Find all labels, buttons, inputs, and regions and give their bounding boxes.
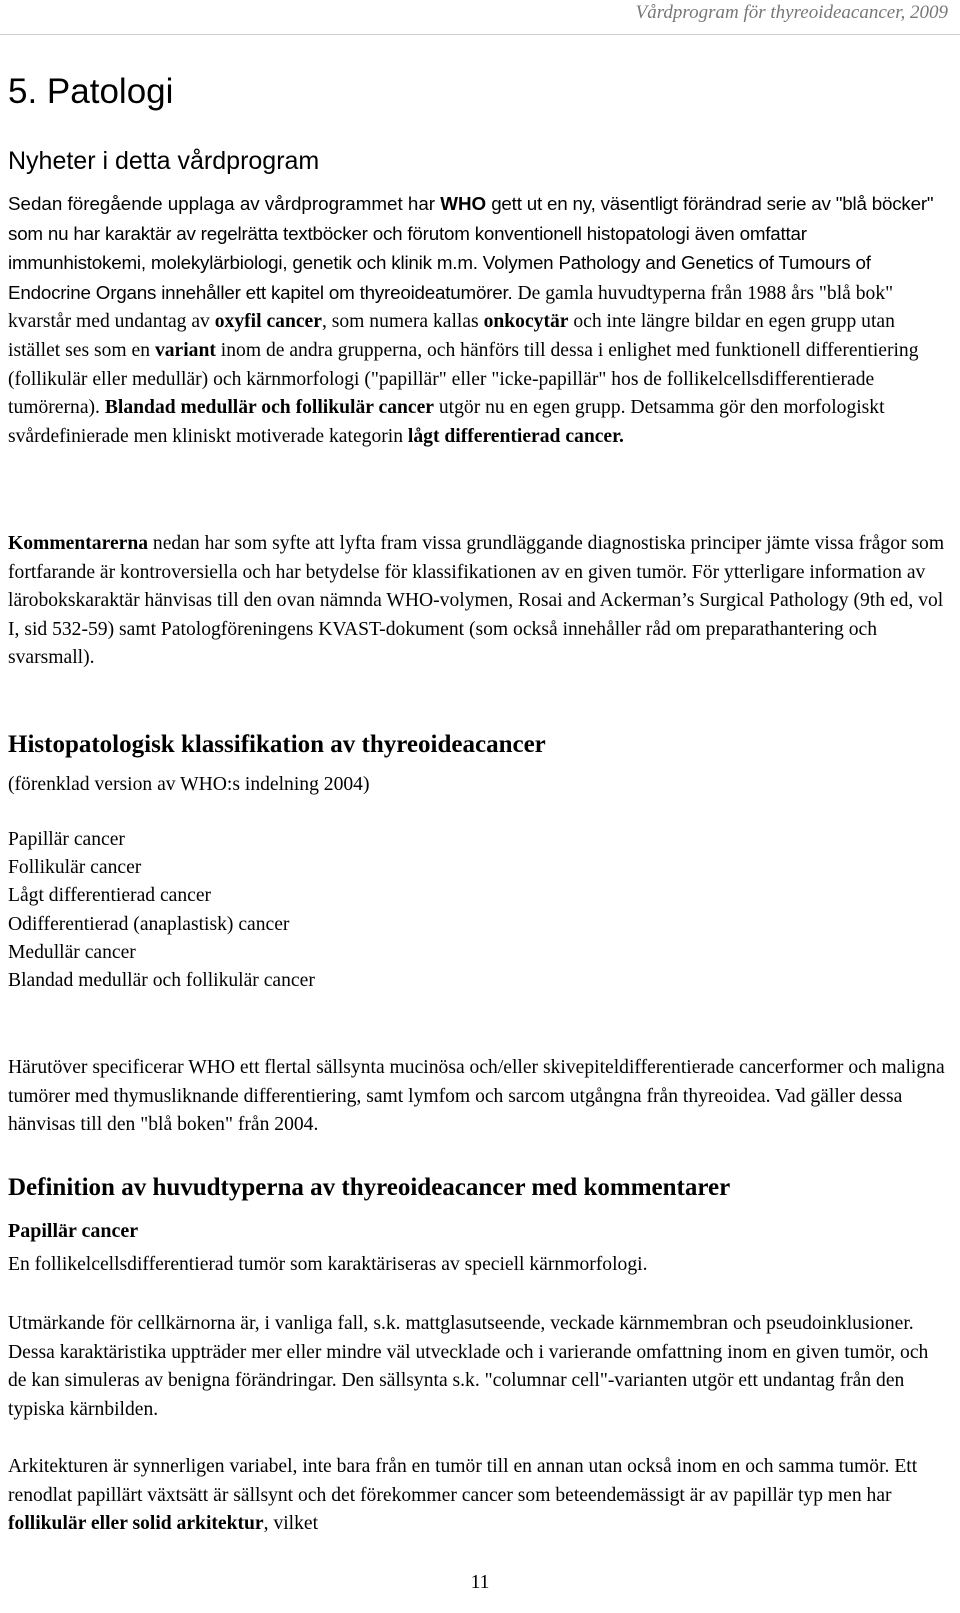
chapter-title: 5. Patologi	[8, 72, 174, 111]
news-paragraph	[8, 190, 948, 451]
news-text-emphasis: WHO	[440, 193, 487, 214]
definitions-text-part: , vilket	[263, 1513, 319, 1535]
comments-paragraph	[8, 530, 948, 673]
comments-text-part: nedan har som syfte att lyfta fram vissa grundläggande diagnostiska principer jämte vissa frågor som fortfarande är kontroversiella och har betydelse för klassifikationen av en given tumör. För ytterligare information av lärobokskaraktär hänvisas till den ovan nämnda WHO-volymen, Rosai and Ackerman’s Surgical Pathology (9th ed, vol I, sid 532-59) samt Patologföreningens KVAST-dokument (som också innehåller råd om preparathantering och svarsmall).	[8, 533, 945, 669]
classification-subtitle: (förenklad version av WHO:s indelning 2004)	[8, 774, 370, 795]
list-item: Odifferentierad (anaplastisk) cancer	[8, 913, 290, 935]
news-text-emphasis: variant	[154, 339, 216, 361]
list-item: Medullär cancer	[8, 941, 136, 963]
definitions-text-part: Arkitekturen är synnerligen variabel, inte bara från en tumör till en annan utan också inom en och samma tumör. Ett renodlat papillärt växtsätt är sällsynt och det förekommer cancer som beteendemässigt är av papillär typ men har	[8, 1456, 918, 1506]
classification-list	[8, 826, 315, 995]
running-header: Vårdprogram för thyreoideacancer, 2009	[635, 2, 948, 23]
news-text-emphasis: lågt differentierad cancer.	[407, 425, 624, 447]
news-text-part: gett ut en ny, väsentligt förändrad serie av "blå böcker" som nu har karaktär av regelrätta textböcker och förutom konventionell histopatologi även omfattar immunhistokemi, molekylärbiologi, genetik och klinik m.m. Volymen Pathology and Genetics of Tumours of Endocrine Organs innehåller ett kapitel om thyreoideatumörer.	[8, 193, 934, 303]
news-text-part: De gamla huvudtyperna från 1988 års "blå bok" kvarstår med undantag av	[8, 282, 894, 333]
definitions-paragraph: Utmärkande för cellkärnorna är, i vanliga fall, s.k. mattglasutseende, veckade kärnmembran och pseudoinklusioner. Dessa karaktäristika uppträder mer eller mindre väl utvecklade och i varierande omfattning inom en given tumör, och de kan simuleras av benigna förändringar. Den sällsynta s.k. "columnar cell"-varianten utgör ett undantag från den typiska kärnbilden.	[8, 1313, 929, 1420]
news-text-part: Sedan föregående upplaga av vårdprogrammet har	[8, 193, 441, 214]
list-item: Papillär cancer	[8, 829, 125, 850]
news-text-emphasis: oxyfil cancer	[214, 311, 322, 333]
definitions-heading: Definition av huvudtyperna av thyreoideacancer med kommentarer	[8, 1174, 731, 1201]
news-heading: Nyheter i detta vårdprogram	[8, 147, 320, 175]
list-item: Blandad medullär och follikulär cancer	[8, 970, 315, 992]
header-divider	[0, 34, 960, 35]
definitions-paragraph: En follikelcellsdifferentierad tumör som karaktäriseras av speciell kärnmorfologi.	[8, 1254, 648, 1275]
classification-heading: Histopatologisk klassifikation av thyreoideacancer	[8, 731, 546, 758]
page-number: 11	[470, 1572, 490, 1593]
news-text-part: inom de andra grupperna, och hänförs till dessa i enlighet med funktionell differentiering (follikulär eller medullär) och kärnmorfologi ("papillär" eller "icke-papillär" hos de follikelcellsdifferentierade tumörerna).	[8, 339, 919, 419]
news-text-part: och inte längre bildar en egen grupp utan istället ses som en	[8, 311, 895, 361]
list-item: Follikulär cancer	[8, 857, 142, 879]
comments-text-emphasis: Kommentarerna	[8, 533, 149, 554]
definitions-subheading: Papillär cancer	[8, 1220, 139, 1242]
classification-note: Härutöver specificerar WHO ett flertal sällsynta mucinösa och/eller skivepiteldifferentierade cancerformer och maligna tumörer med thymusliknande differentiering, samt lymfom och sarcom utgångna från thyreoidea. Vad gäller dessa hänvisas till den "blå boken" från 2004.	[8, 1057, 945, 1136]
news-text-emphasis: onkocytär	[483, 311, 569, 333]
news-text-part: , som numera kallas	[321, 311, 484, 333]
definitions-paragraph	[8, 1453, 948, 1539]
list-item: Lågt differentierad cancer	[8, 885, 212, 907]
news-text-emphasis: Blandad medullär och follikulär cancer	[104, 397, 434, 419]
news-text-part: utgör nu en egen grupp. Detsamma gör den morfologiskt svårdefinierade men kliniskt motiverade kategorin	[8, 397, 885, 447]
definitions-text-emphasis: follikulär eller solid arkitektur	[8, 1513, 264, 1535]
